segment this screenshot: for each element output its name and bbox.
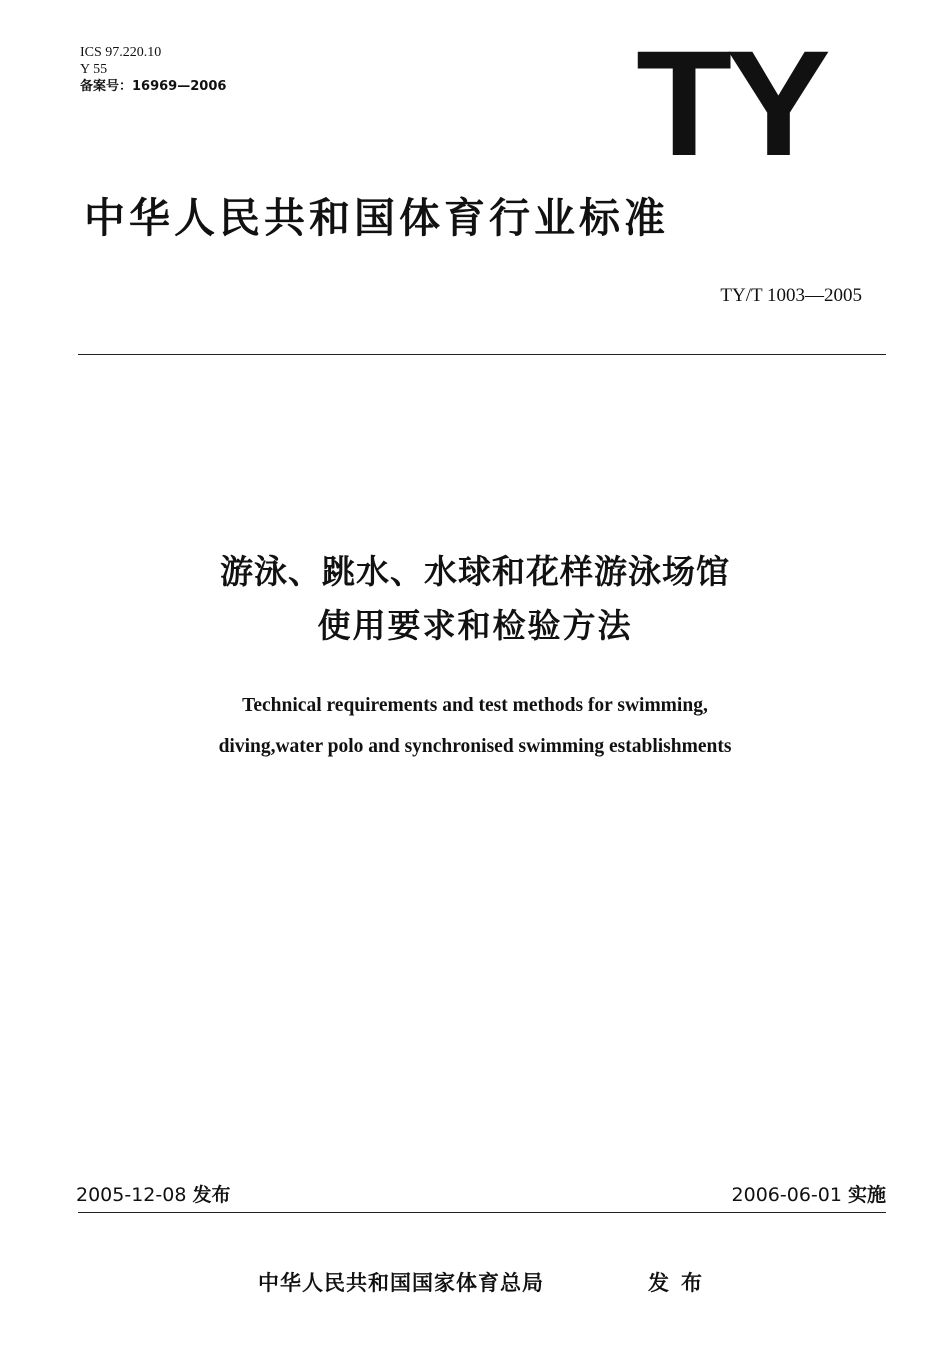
standard-number: TY/T 1003—2005: [720, 285, 862, 306]
ics-code: ICS 97.220.10: [80, 45, 162, 60]
header-divider: [78, 354, 886, 355]
ty-logo: TY: [636, 19, 825, 187]
implementation-date: 2006-06-01: [731, 1184, 842, 1206]
footer-divider: [78, 1212, 886, 1213]
issuing-authority: 中华人民共和国国家体育总局: [258, 1271, 544, 1295]
implementation-label: 实施: [847, 1184, 886, 1206]
classification-block: [80, 44, 226, 95]
chinese-title-line-2: 使用要求和检验方法: [317, 606, 633, 645]
standard-category-title: 中华人民共和国体育行业标准: [84, 194, 669, 242]
issuing-action: 发布: [648, 1271, 714, 1295]
filing-number: 备案号：16969—2006: [80, 79, 227, 94]
english-title-line-2: diving,water polo and synchronised swimming establishments: [218, 736, 732, 757]
implementation-date-block: [732, 1182, 886, 1208]
english-title-line-1: Technical requirements and test methods for swimming,: [242, 695, 708, 716]
issue-label: 发布: [192, 1184, 231, 1206]
chinese-title-line-1: 游泳、跳水、水球和花样游泳场馆: [220, 552, 730, 591]
issue-date: 2005-12-08: [76, 1184, 187, 1206]
ccs-code: Y 55: [80, 62, 108, 77]
issue-date-block: [76, 1182, 230, 1208]
